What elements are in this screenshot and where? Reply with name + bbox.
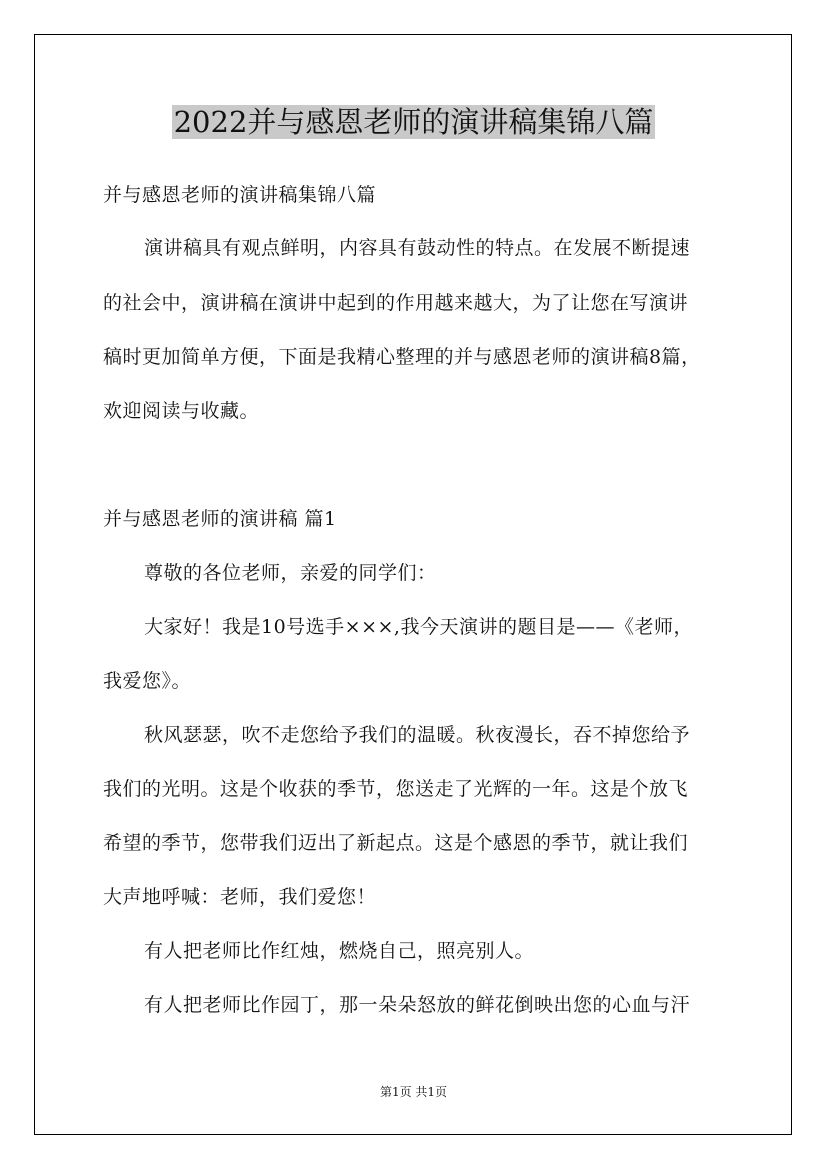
intro-line-2: 的社会中，演讲稿在演讲中起到的作用越来越大，为了让您在写演讲 (103, 292, 689, 314)
paragraph-line: 大家好！我是10号选手×××,我今天演讲的题目是——《老师， (144, 616, 693, 638)
subtitle-line: 并与感恩老师的演讲稿集锦八篇 (103, 184, 377, 206)
paragraph-line: 大声地呼喊：老师，我们爱您！ (103, 886, 377, 908)
section-heading: 并与感恩老师的演讲稿 篇1 (103, 508, 337, 530)
document-title (0, 100, 827, 144)
paragraph-line: 秋风瑟瑟，吹不走您给予我们的温暖。秋夜漫长，吞不掉您给予 (144, 724, 691, 746)
paragraph-line: 我们的光明。这是个收获的季节，您送走了光辉的一年。这是个放飞 (103, 778, 689, 800)
document-title-text: 2022并与感恩老师的演讲稿集锦八篇 (173, 105, 654, 139)
greeting-line: 尊敬的各位老师，亲爱的同学们： (144, 562, 437, 584)
intro-line-1: 演讲稿具有观点鲜明，内容具有鼓动性的特点。在发展不断提速 (144, 237, 691, 259)
paragraph-line: 有人把老师比作红烛，燃烧自己，照亮别人。 (144, 940, 535, 962)
intro-line-4: 欢迎阅读与收藏。 (103, 400, 260, 422)
paragraph-line: 我爱您》。 (103, 670, 192, 692)
paragraph-line: 希望的季节，您带我们迈出了新起点。这是个感恩的季节，就让我们 (103, 832, 689, 854)
paragraph-line: 有人把老师比作园丁，那一朵朵怒放的鲜花倒映出您的心血与汗 (144, 994, 691, 1016)
page-footer: 第1页 共1页 (379, 1085, 448, 1099)
intro-line-3: 稿时更加简单方便，下面是我精心整理的并与感恩老师的演讲稿8篇， (103, 346, 701, 368)
